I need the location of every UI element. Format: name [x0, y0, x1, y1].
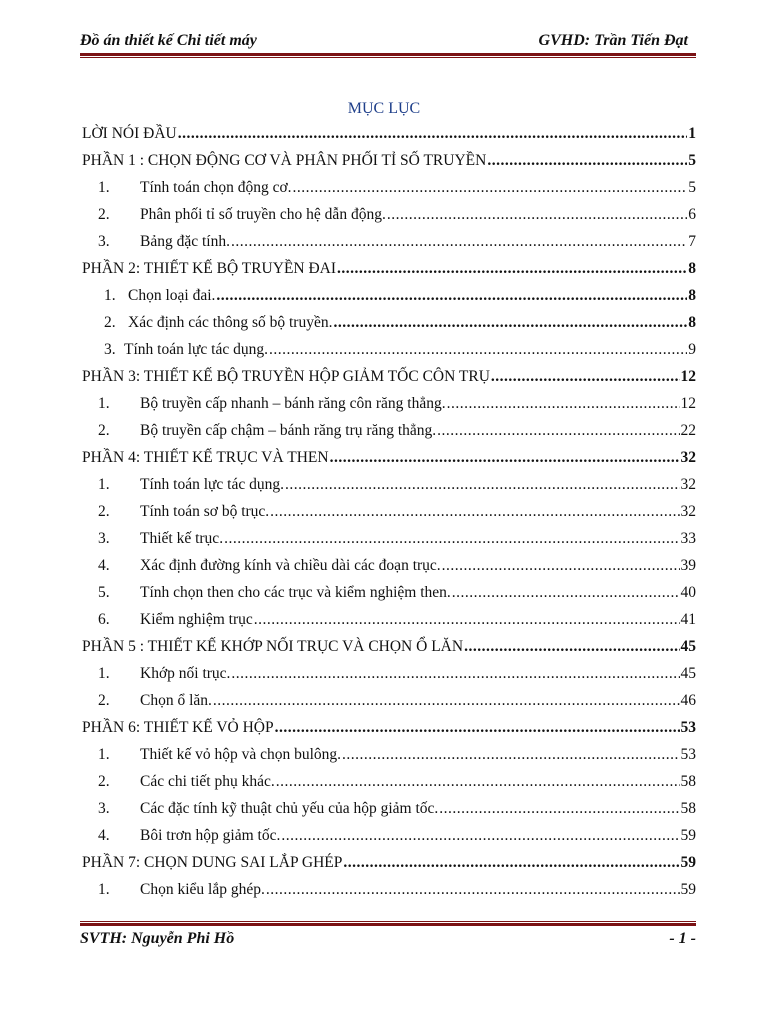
toc-entry[interactable]: [82, 795, 696, 822]
header-instructor: GVHD: Trần Tiến Đạt: [538, 32, 688, 49]
toc-dot-leader: [439, 800, 679, 818]
toc-dot-leader: [491, 368, 680, 386]
toc-dot-leader: [343, 854, 679, 872]
toc-entry-label: Xác định đường kính và chiều dài các đoạn trục.: [140, 556, 441, 574]
toc-entry-number: 3.: [98, 232, 110, 250]
toc-entry-label: Bộ truyền cấp nhanh – bánh răng côn răng thẳng.: [140, 394, 446, 412]
toc-entry[interactable]: [82, 174, 696, 201]
toc-entry-number: 4.: [98, 556, 110, 574]
toc-entry[interactable]: [82, 309, 696, 336]
toc-dot-leader: [281, 827, 679, 845]
toc-entry[interactable]: [82, 255, 696, 282]
toc-dot-leader: [452, 584, 680, 602]
toc-entry-page: 53: [680, 718, 696, 736]
toc-dot-leader: [342, 746, 679, 764]
toc-dot-leader: [178, 125, 688, 143]
toc-entry-number: 1.: [98, 178, 110, 196]
toc-dot-leader: [276, 773, 680, 791]
toc-entry[interactable]: [82, 687, 696, 714]
toc-dot-leader: [224, 530, 679, 548]
toc-entry-number: 2.: [98, 502, 110, 520]
toc-entry-page: 46: [680, 691, 696, 709]
toc-entry-label: PHẦN 4: THIẾT KẾ TRỤC VÀ THEN: [82, 448, 329, 466]
page-footer: [80, 930, 696, 950]
toc-dot-leader: [387, 206, 687, 224]
toc-entry-page: 41: [680, 610, 696, 628]
toc-entry[interactable]: [82, 390, 696, 417]
toc-entry-label: PHẦN 7: CHỌN DUNG SAI LẮP GHÉP: [82, 853, 343, 871]
toc-entry[interactable]: [82, 876, 696, 903]
toc-title: MỤC LỤC: [347, 100, 421, 117]
toc-dot-leader: [447, 395, 680, 413]
toc-entry[interactable]: [82, 498, 696, 525]
toc-entry-label: Thiết kế vỏ hộp và chọn bulông.: [140, 745, 342, 763]
toc-entry-label: Tính toán sơ bộ trục.: [140, 502, 270, 520]
toc-entry-number: 4.: [98, 826, 110, 844]
toc-entry-label: PHẦN 2: THIẾT KẾ BỘ TRUYỀN ĐAI: [82, 259, 337, 277]
toc-entry-page: 1: [688, 124, 696, 142]
toc-dot-leader: [254, 611, 680, 629]
toc-dot-leader: [275, 719, 680, 737]
toc-entry-number: 1.: [98, 394, 110, 412]
toc-entry-page: 58: [680, 799, 696, 817]
table-of-contents: [82, 120, 696, 903]
toc-entry-number: 2.: [98, 772, 110, 790]
toc-dot-leader: [216, 287, 687, 305]
toc-entry-page: 59: [680, 880, 696, 898]
toc-entry-label: Bộ truyền cấp chậm – bánh răng trụ răng thẳng.: [140, 421, 437, 439]
header-course-title: Đồ án thiết kế Chi tiết máy: [80, 32, 257, 49]
toc-entry-label: Bôi trơn hộp giảm tốc.: [140, 826, 281, 844]
header-rule: [80, 53, 696, 57]
toc-dot-leader: [330, 449, 680, 467]
toc-entry[interactable]: [82, 579, 696, 606]
toc-entry-page: 40: [680, 583, 696, 601]
toc-entry[interactable]: [82, 849, 696, 876]
toc-entry-label: Chọn kiểu lắp ghép.: [140, 880, 265, 898]
toc-entry-page: 33: [680, 529, 696, 547]
toc-dot-leader: [269, 341, 687, 359]
toc-entry-page: 8: [688, 313, 696, 331]
toc-entry-page: 32: [680, 502, 696, 520]
toc-entry-label: Thiết kế trục.: [140, 529, 224, 547]
toc-entry[interactable]: [82, 525, 696, 552]
toc-dot-leader: [337, 260, 687, 278]
toc-entry[interactable]: [82, 552, 696, 579]
toc-entry[interactable]: [82, 444, 696, 471]
toc-entry-page: 58: [680, 772, 696, 790]
toc-entry[interactable]: [82, 741, 696, 768]
toc-dot-leader: [270, 503, 679, 521]
toc-entry-label: PHẦN 1 : CHỌN ĐỘNG CƠ VÀ PHÂN PHỐI TỈ SỐ TRUYỀN: [82, 151, 487, 169]
toc-entry-label: PHẦN 5 : THIẾT KẾ KHỚP NỐI TRỤC VÀ CHỌN Ổ LĂN: [82, 637, 464, 655]
toc-entry-page: 7: [688, 232, 696, 250]
toc-entry-label: Kiểm nghiệm trục: [140, 610, 253, 628]
footer-page-number: - 1 -: [669, 930, 696, 947]
toc-entry-page: 5: [688, 178, 696, 196]
toc-entry[interactable]: [82, 228, 696, 255]
toc-entry-number: 2.: [98, 205, 110, 223]
toc-entry-label: Xác định các thông số bộ truyền.: [128, 313, 333, 331]
toc-entry-label: Phân phối tỉ số truyền cho hệ dẫn động.: [140, 205, 386, 223]
toc-entry-label: Tính chọn then cho các trục và kiểm nghiệm then.: [140, 583, 451, 601]
toc-entry[interactable]: [82, 822, 696, 849]
toc-entry[interactable]: [82, 336, 696, 363]
toc-dot-leader: [464, 638, 679, 656]
toc-entry-label: PHẦN 3: THIẾT KẾ BỘ TRUYỀN HỘP GIẢM TỐC CÔN TRỤ: [82, 367, 490, 385]
toc-entry-page: 59: [680, 853, 696, 871]
toc-dot-leader: [487, 152, 687, 170]
footer-student-name: SVTH: Nguyễn Phi Hồ: [80, 930, 235, 947]
toc-entry-page: 12: [680, 394, 696, 412]
toc-entry-number: 1.: [98, 745, 110, 763]
toc-entry[interactable]: [82, 363, 696, 390]
page-header: [80, 30, 688, 50]
toc-dot-leader: [442, 557, 680, 575]
toc-entry-page: 32: [680, 448, 696, 466]
toc-entry-page: 39: [680, 556, 696, 574]
toc-entry-number: 5.: [98, 583, 110, 601]
toc-entry-number: 1.: [98, 664, 110, 682]
toc-entry-page: 32: [680, 475, 696, 493]
toc-dot-leader: [285, 476, 680, 494]
toc-dot-leader: [293, 179, 688, 197]
toc-entry-page: 8: [688, 286, 696, 304]
toc-entry[interactable]: [82, 768, 696, 795]
toc-entry-page: 45: [680, 664, 696, 682]
footer-rule: [80, 921, 696, 925]
toc-entry-number: 3.: [98, 529, 110, 547]
toc-entry-label: PHẦN 6: THIẾT KẾ VỎ HỘP: [82, 718, 274, 736]
toc-entry-label: LỜI NÓI ĐẦU: [82, 124, 177, 142]
toc-entry-number: 1.: [98, 880, 110, 898]
toc-dot-leader: [231, 233, 687, 251]
toc-entry-label: Các đặc tính kỹ thuật chủ yếu của hộp giảm tốc.: [140, 799, 439, 817]
toc-entry[interactable]: [82, 120, 696, 147]
toc-entry[interactable]: [82, 633, 696, 660]
toc-entry-page: 5: [688, 151, 696, 169]
toc-dot-leader: [213, 692, 680, 710]
toc-entry-label: Chọn loại đai.: [128, 286, 216, 304]
toc-entry-label: Khớp nối trục.: [140, 664, 231, 682]
toc-dot-leader: [231, 665, 679, 683]
toc-entry-number: 3.: [98, 799, 110, 817]
toc-entry-page: 45: [680, 637, 696, 655]
toc-entry-label: Tính toán chọn động cơ.: [140, 178, 292, 196]
toc-entry[interactable]: [82, 471, 696, 498]
toc-entry[interactable]: [82, 660, 696, 687]
toc-entry-page: 6: [688, 205, 696, 223]
toc-entry-page: 53: [680, 745, 696, 763]
toc-dot-leader: [333, 314, 687, 332]
toc-entry-label: Tính toán lực tác dụng.: [140, 475, 284, 493]
toc-entry-label: Bảng đặc tính.: [140, 232, 230, 250]
toc-entry-number: 1.: [104, 286, 116, 304]
toc-entry-page: 59: [680, 826, 696, 844]
toc-entry[interactable]: [82, 606, 696, 633]
toc-entry[interactable]: [82, 282, 696, 309]
toc-entry-number: 3.: [104, 340, 116, 358]
toc-entry-number: 2.: [104, 313, 116, 331]
toc-dot-leader: [437, 422, 679, 440]
toc-entry-number: 2.: [98, 421, 110, 439]
toc-entry-label: Tính toán lực tác dụng.: [124, 340, 268, 358]
toc-entry[interactable]: [82, 714, 696, 741]
toc-entry[interactable]: [82, 147, 696, 174]
toc-dot-leader: [266, 881, 680, 899]
toc-entry-number: 6.: [98, 610, 110, 628]
toc-entry-label: Chọn ổ lăn.: [140, 691, 212, 709]
toc-entry-page: 22: [680, 421, 696, 439]
toc-entry-number: 2.: [98, 691, 110, 709]
toc-entry-page: 9: [688, 340, 696, 358]
toc-entry[interactable]: [82, 201, 696, 228]
toc-entry-page: 12: [680, 367, 696, 385]
toc-entry-label: Các chi tiết phụ khác.: [140, 772, 275, 790]
toc-entry-number: 1.: [98, 475, 110, 493]
toc-entry-page: 8: [688, 259, 696, 277]
toc-entry[interactable]: [82, 417, 696, 444]
